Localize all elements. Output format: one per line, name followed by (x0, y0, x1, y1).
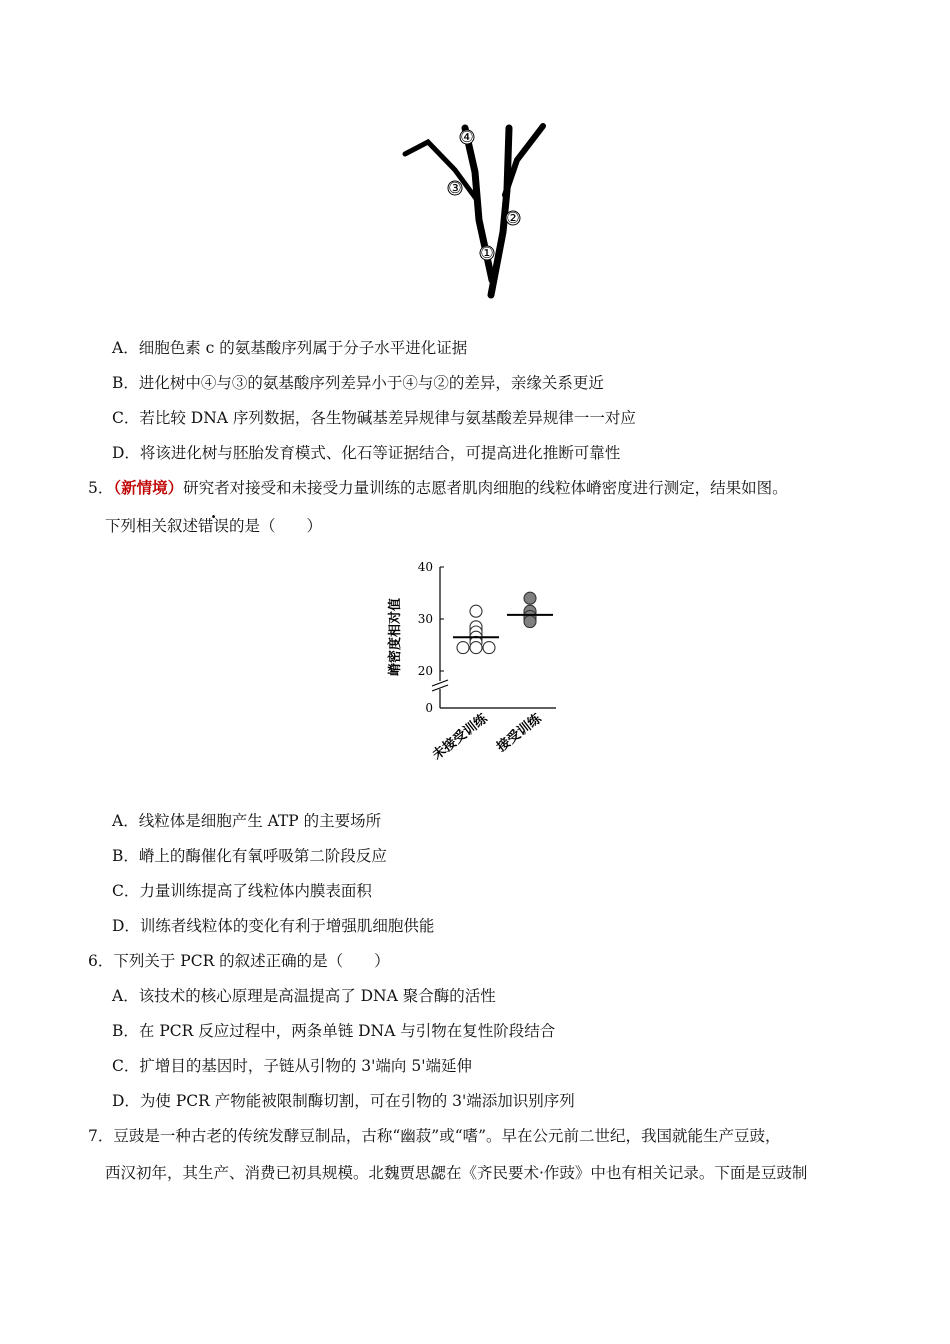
data-point (470, 605, 482, 617)
q5-option-b: B．嵴上的酶催化有氧呼吸第二阶段反应 (112, 847, 387, 865)
q5-tag: （新情境） (113, 478, 184, 497)
q6-stem: 6．下列关于 PCR 的叙述正确的是（ ） (88, 952, 390, 970)
q5-option-c: C．力量训练提高了线粒体内膜表面积 (112, 882, 372, 900)
q7-line-2: 西汉初年，其生产、消费已初具规模。北魏贾思勰在《齐民要术·作豉》中也有相关记录。下面是豆豉制 (105, 1164, 808, 1182)
q4-option-d: D．将该进化树与胚胎发育模式、化石等证据结合，可提高进化推断可靠性 (112, 444, 621, 462)
q5-option-d: D．训练者线粒体的变化有利于增强肌细胞供能 (112, 917, 435, 935)
data-point (457, 642, 469, 654)
q6-option-c: C．扩增目的基因时，子链从引物的 3'端向 5'端延伸 (112, 1057, 472, 1075)
y-tick-label: 30 (417, 612, 433, 626)
q5-text-2-pre: 下列相关叙述 (105, 517, 199, 535)
tree-label-1: ① (480, 244, 494, 262)
q5-number: 5． (88, 479, 114, 497)
data-point (470, 642, 482, 654)
y-tick-label: 40 (417, 560, 433, 574)
crista-density-chart (380, 555, 580, 770)
evolution-tree-figure (395, 120, 555, 305)
tree-label-2: ② (506, 209, 520, 227)
data-point (483, 642, 495, 654)
q5-option-a: A．线粒体是细胞产生 ATP 的主要场所 (112, 812, 382, 830)
q7-line-1: 7．豆豉是一种古老的传统发酵豆制品，古称“幽菽”或“嗜”。早在公元前二世纪，我国就能生产豆豉， (88, 1127, 781, 1145)
q5-emphasis: 错误 (198, 517, 230, 535)
data-point (524, 592, 536, 604)
data-point (524, 616, 536, 628)
q6-option-a: A．该技术的核心原理是高温提高了 DNA 聚合酶的活性 (112, 987, 496, 1005)
q4-option-b: B．进化树中④与③的氨基酸序列差异小于④与②的差异，亲缘关系更近 (112, 374, 604, 392)
q6-option-d: D．为使 PCR 产物能被限制酶切割，可在引物的 3'端添加识别序列 (112, 1092, 575, 1110)
x-category-label: 接受训练 (494, 711, 545, 756)
y-axis-label: 嵴密度相对值 (388, 597, 403, 677)
q5-text-2-post: 的是（ ） (229, 517, 323, 535)
tree-label-3: ③ (448, 179, 462, 197)
q6-option-b: B．在 PCR 反应过程中，两条单链 DNA 与引物在复性阶段结合 (112, 1022, 556, 1040)
q5-text-1: 研究者对接受和未接受力量训练的志愿者肌肉细胞的线粒体嵴密度进行测定，结果如图。 (183, 479, 788, 497)
tree-branch-left (405, 142, 477, 200)
x-category-label: 未接受训练 (429, 711, 491, 764)
y-tick-label: 20 (417, 664, 433, 678)
tree-label-4: ④ (460, 128, 474, 146)
q4-option-a: A．细胞色素 c 的氨基酸序列属于分子水平进化证据 (112, 339, 468, 357)
y-tick-label: 0 (425, 701, 433, 715)
q4-option-c: C．若比较 DNA 序列数据，各生物碱基差异规律与氨基酸差异规律一一对应 (112, 409, 636, 427)
